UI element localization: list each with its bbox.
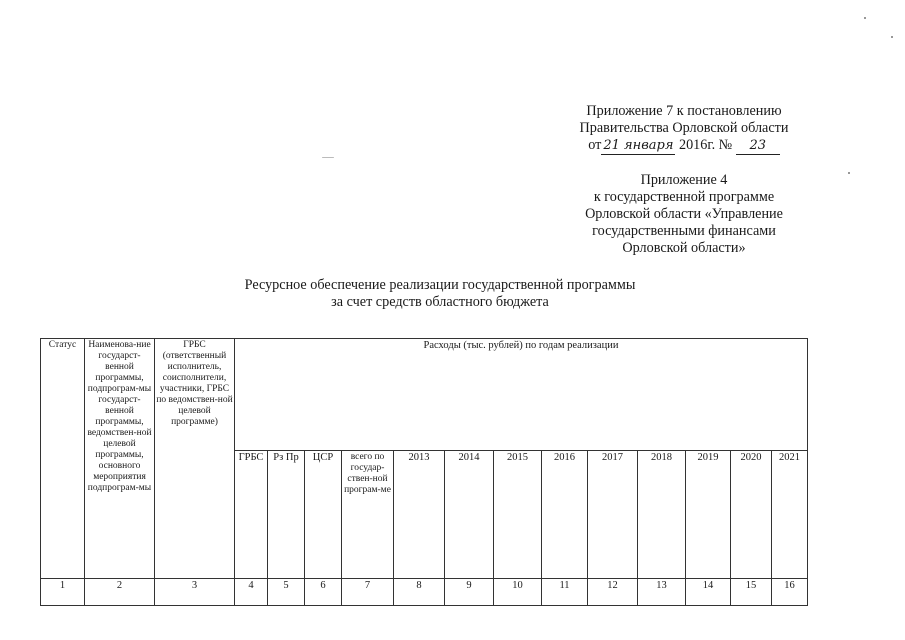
resource-table	[40, 338, 808, 606]
col-num: 12	[588, 579, 638, 606]
col-num: 2	[85, 579, 155, 606]
col-num: 4	[235, 579, 268, 606]
year-2017: 2017	[588, 451, 638, 579]
col-num: 16	[772, 579, 808, 606]
handwritten-number: 23	[736, 137, 780, 155]
subheader-csr: ЦСР	[305, 451, 342, 579]
appendix-7-line1: Приложение 7 к постановлению	[586, 103, 782, 119]
header-status: Статус	[41, 339, 85, 579]
col-num: 6	[305, 579, 342, 606]
col-num: 13	[638, 579, 686, 606]
header-expenses: Расходы (тыс. рублей) по годам реализации	[235, 339, 808, 451]
year: 2016	[678, 137, 708, 153]
subheader-total: всего по государ-ствен-ной програм-ме	[342, 451, 394, 579]
subheader-grbs: ГРБС	[235, 451, 268, 579]
col-num: 11	[542, 579, 588, 606]
handwritten-date: 21 января	[603, 138, 674, 153]
appendix-7-date-line	[548, 137, 820, 155]
title-line2: за счет средств областного бюджета	[331, 294, 549, 310]
appendix-4-line3: Орловской области «Управление	[585, 206, 783, 222]
col-num: 9	[445, 579, 494, 606]
col-num: 1	[41, 579, 85, 606]
header-grbs: ГРБС (ответственный исполнитель, соисполнители, участники, ГРБС по ведомствен-ной целевой программе)	[155, 339, 235, 579]
title-line1: Ресурсное обеспечение реализации государственной программы	[244, 277, 636, 293]
col-num: 10	[494, 579, 542, 606]
col-num: 3	[155, 579, 235, 606]
year-2019: 2019	[686, 451, 731, 579]
col-num: 5	[268, 579, 305, 606]
col-num: 14	[686, 579, 731, 606]
appendix-4-line1: Приложение 4	[640, 172, 728, 188]
scan-speck	[848, 172, 850, 174]
subheader-rzpr: Рз Пр	[268, 451, 305, 579]
header-name: Наименова-ние государст-венной программы, подпрограм-мы государст-венной программы, ведомствен-ной целевой программы, основного мероприятия подпрограм-мы	[85, 339, 155, 579]
year-2015: 2015	[494, 451, 542, 579]
from-prefix: от	[588, 137, 602, 153]
year-2021: 2021	[772, 451, 808, 579]
year-2013: 2013	[394, 451, 445, 579]
col-num: 15	[731, 579, 772, 606]
column-number-row	[41, 579, 808, 606]
appendix-7-header	[548, 103, 820, 155]
scan-speck	[864, 17, 866, 19]
appendix-4-header	[548, 172, 820, 257]
year-2014: 2014	[445, 451, 494, 579]
scan-speck	[891, 36, 893, 38]
appendix-7-line2: Правительства Орловской области	[579, 120, 789, 136]
number-label: г. №	[707, 137, 733, 153]
year-2016: 2016	[542, 451, 588, 579]
year-2018: 2018	[638, 451, 686, 579]
year-2020: 2020	[731, 451, 772, 579]
appendix-4-line2: к государственной программе	[593, 189, 775, 205]
scan-speck	[322, 157, 334, 158]
col-num: 8	[394, 579, 445, 606]
document-title	[180, 277, 700, 311]
appendix-4-line5: Орловской области»	[622, 240, 746, 256]
appendix-4-line4: государственными финансами	[592, 223, 776, 239]
col-num: 7	[342, 579, 394, 606]
